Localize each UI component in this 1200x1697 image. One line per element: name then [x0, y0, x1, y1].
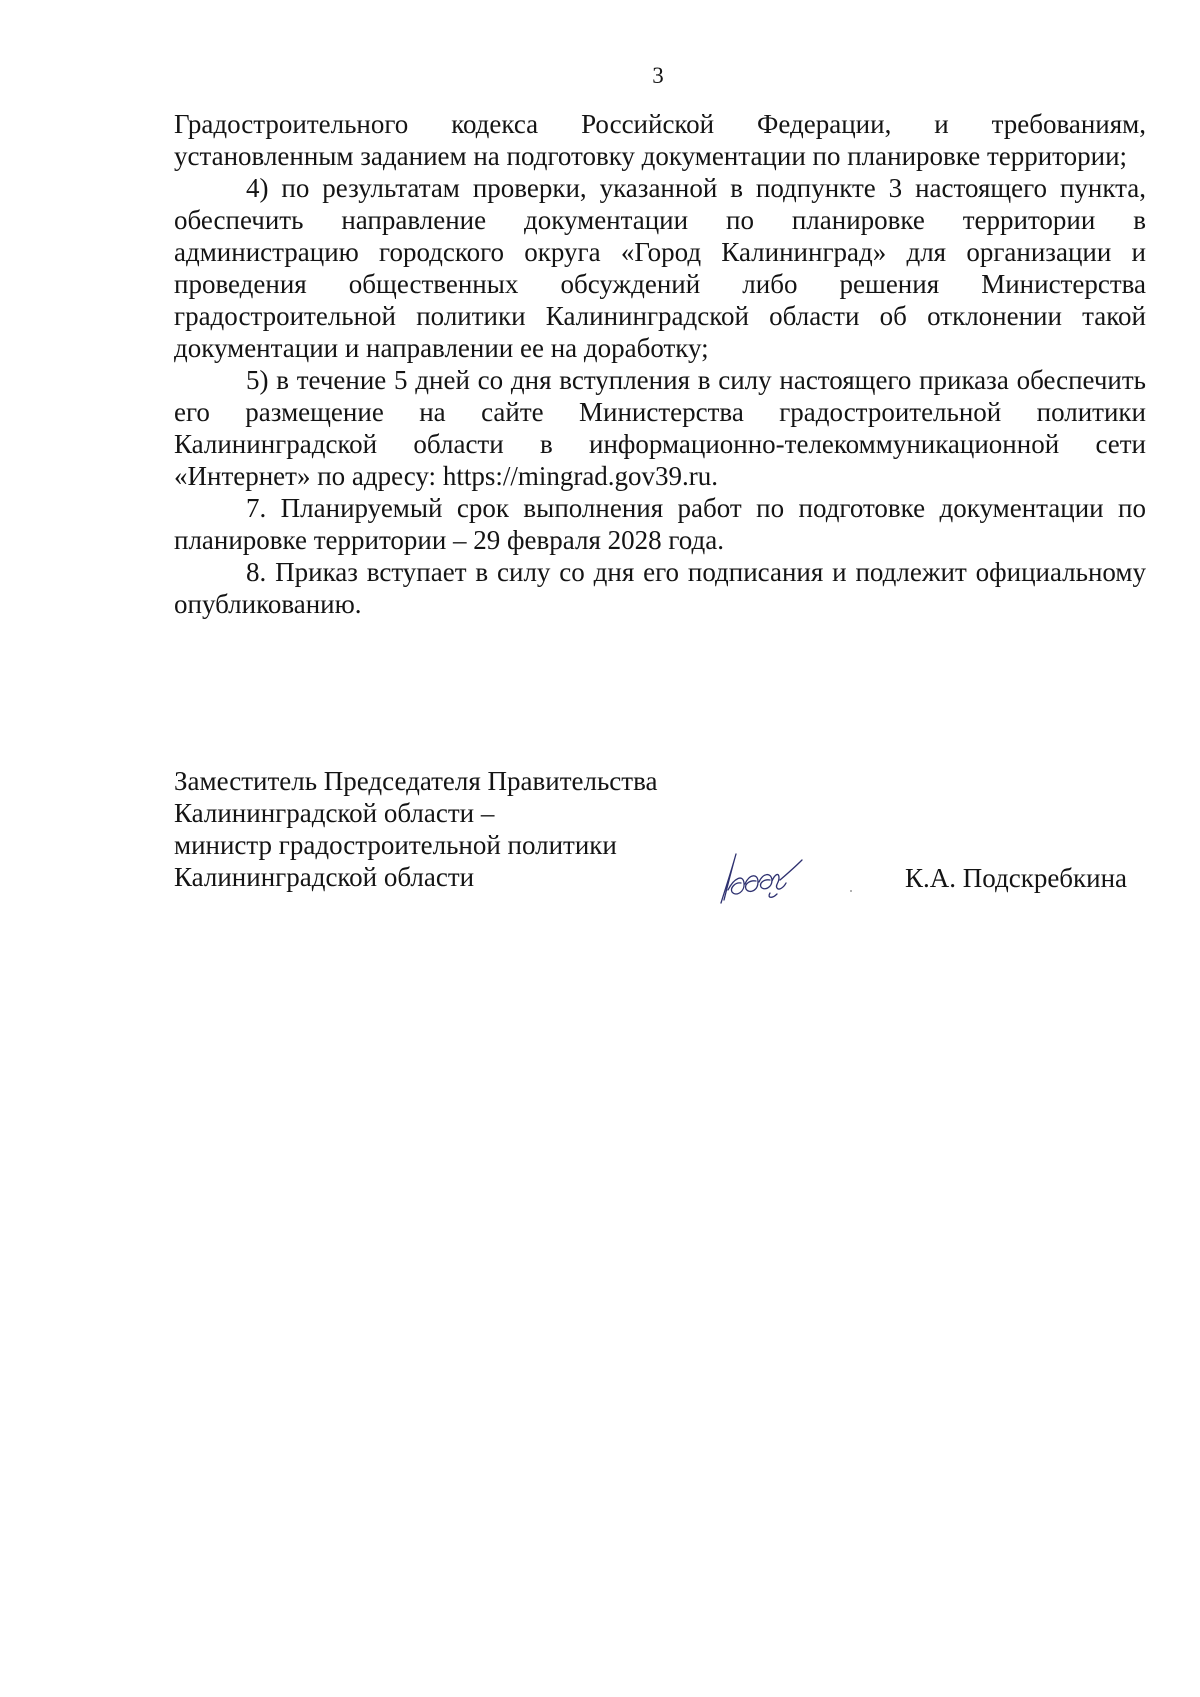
body-paragraph-continuation: Градостроительного кодекса Российской Федерации, и требованиям, установленным заданием на подготовку документации по планировке территории; — [174, 109, 1146, 171]
body-paragraph-item-5: 5) в течение 5 дней со дня вступления в силу настоящего приказа обеспечить его размещение на сайте Министерства градостроительной политики Калининградской области в информационно-телекоммуникационной сети «Интернет» по адресу: https://mingrad.gov39.ru. — [174, 365, 1146, 491]
scan-speck — [850, 890, 852, 892]
signatory-name: К.А. Подскребкина — [905, 863, 1128, 893]
body-paragraph-item-7: 7. Планируемый срок выполнения работ по подготовке документации по планировке территории – 29 февраля 2028 года. — [174, 493, 1146, 555]
handwritten-signature — [715, 850, 805, 906]
body-paragraph-item-8: 8. Приказ вступает в силу со дня его подписания и подлежит официальному опубликованию. — [174, 557, 1146, 619]
body-paragraph-item-4: 4) по результатам проверки, указанной в подпункте 3 настоящего пункта, обеспечить направление документации по планировке территории в администрацию городского округа «Город Калининград» для организации и проведения общественных обсуждений либо решения Министерства градостроительной политики Калининградской области об отклонении такой документации и направлении ее на доработку; — [174, 173, 1146, 363]
signatory-title — [174, 765, 734, 893]
signatory-title-line: Заместитель Председателя Правительства — [174, 766, 658, 796]
signatory-title-line: министр градостроительной политики — [174, 830, 617, 860]
signatory-title-line: Калининградской области — [174, 862, 475, 892]
document-body — [174, 108, 1146, 620]
signatory-title-line: Калининградской области – — [174, 798, 495, 828]
page-number: 3 — [652, 63, 664, 88]
